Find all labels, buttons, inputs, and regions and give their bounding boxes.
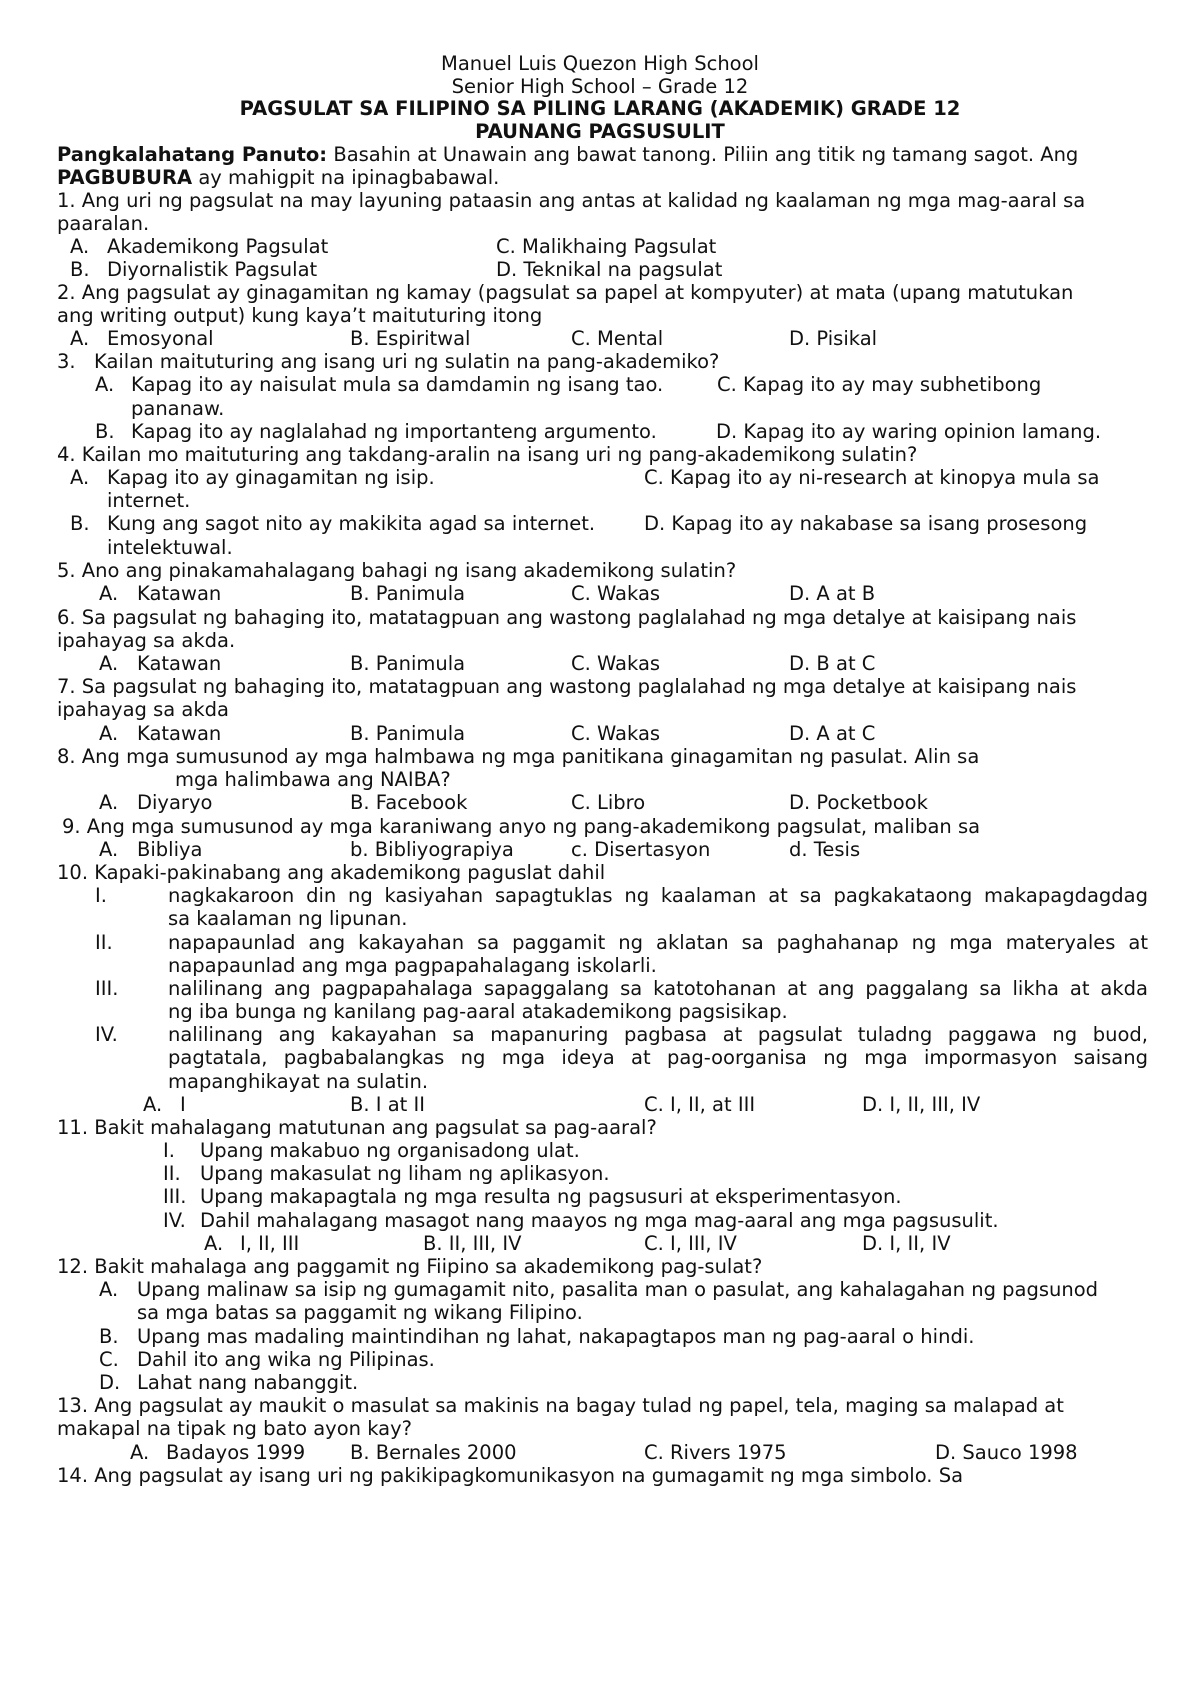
q11-option-a-letter: A. xyxy=(204,1232,224,1255)
q1-option-b: Diyornalistik Pagsulat xyxy=(107,258,318,281)
q1-option-d: D. Teknikal na pagsulat xyxy=(496,258,723,281)
q13-option-d: D. Sauco 1998 xyxy=(935,1441,1078,1464)
q9-option-a: Bibliya xyxy=(137,838,203,861)
q6-option-a-letter: A. xyxy=(99,652,119,675)
q4-option-d: D. Kapag ito ay nakabase sa isang prosesong xyxy=(644,512,1088,535)
q11-item-text: Upang makabuo ng organisadong ulat. xyxy=(200,1139,580,1162)
q12-option-a: Upang malinaw sa isip ng gumagamit nito, pasalita man o pasulat, ang kahalagahan ng pagsunod xyxy=(137,1278,1099,1301)
q4-option-c: C. Kapag ito ay ni-research at kinopya mula sa xyxy=(644,466,1100,489)
q3-option-a: Kapag ito ay naisulat mula sa damdamin ng isang tao. xyxy=(131,373,664,396)
q8-option-a: Diyaryo xyxy=(137,791,213,814)
q10-option-a-letter: A. xyxy=(143,1093,163,1116)
q4-option-b-letter: B. xyxy=(70,512,90,535)
q13-option-a: Badayos 1999 xyxy=(166,1441,306,1464)
q10-item-number: III. xyxy=(95,977,119,1000)
q2-text-2: ang writing output) kung kaya’t maituturing itong xyxy=(57,304,543,327)
q11-item-number: IV. xyxy=(163,1209,186,1232)
q11-option-b: B. II, III, IV xyxy=(423,1232,522,1255)
q1-option-a-letter: A. xyxy=(70,235,90,258)
q13-option-a-letter: A. xyxy=(130,1441,150,1464)
q10-item-number: IV. xyxy=(95,1023,118,1046)
q10-item-number: II. xyxy=(95,931,113,954)
q12-option-a-letter: A. xyxy=(99,1278,119,1301)
q8-text-2: mga halimbawa ang NAIBA? xyxy=(175,768,451,791)
q2-text: 2. Ang pagsulat ay ginagamitan ng kamay (pagsulat sa papel at kompyuter) at mata (upang matutukan xyxy=(57,281,1074,304)
q4-option-d-cont: intelektuwal. xyxy=(107,536,233,559)
q1-text-2: paaralan. xyxy=(57,212,150,235)
q5-option-c: C. Wakas xyxy=(571,582,661,605)
q6-option-b: B. Panimula xyxy=(350,652,466,675)
q9-text: 9. Ang mga sumusunod ay mga karaniwang anyo ng pang-akademikong pagsulat, maliban sa xyxy=(62,815,981,838)
instructions-text-2: ay mahigpit na ipinagbabawal. xyxy=(198,166,500,189)
q3-option-a-letter: A. xyxy=(95,373,115,396)
q7-option-c: C. Wakas xyxy=(571,722,661,745)
q10-option-a: I xyxy=(180,1093,186,1116)
q10-item-text-cont: mapanghikayat na sulatin. xyxy=(168,1070,429,1093)
q8-text: 8. Ang mga sumusunod ay mga halmbawa ng mga panitikana ginagamitan ng pasulat. Alin sa xyxy=(57,745,980,768)
grade-level: Senior High School – Grade 12 xyxy=(451,75,749,98)
q6-option-d: D. B at C xyxy=(789,652,876,675)
q8-option-a-letter: A. xyxy=(99,791,119,814)
q3-option-b-letter: B. xyxy=(95,420,115,443)
test-title: PAUNANG PAGSUSULIT xyxy=(475,120,725,143)
q6-option-c: C. Wakas xyxy=(571,652,661,675)
q6-text: 6. Sa pagsulat ng bahaging ito, matatagpuan ang wastong paglalahad ng mga detalye at kaisipang nais xyxy=(57,606,1077,629)
q10-item-text: nagkakaroon din ng kasiyahan sapagtuklas ng kaalaman at sa pagkakataong makapagdagdag xyxy=(168,884,1148,907)
q3-option-d: D. Kapag ito ay waring opinion lamang. xyxy=(716,420,1102,443)
q10-option-d: D. I, II, III, IV xyxy=(862,1093,981,1116)
q5-option-b: B. Panimula xyxy=(350,582,466,605)
q10-item-text: nalilinang ang kakayahan sa mapanuring pagbasa at pagsulat tuladng paggawa ng buod, xyxy=(168,1023,1148,1046)
q12-option-d: Lahat nang nabanggit. xyxy=(137,1371,359,1394)
q4-option-a: Kapag ito ay ginagamitan ng isip. xyxy=(107,466,435,489)
q13-text-2: makapal na tipak ng bato ayon kay? xyxy=(57,1417,412,1440)
q13-text: 13. Ang pagsulat ay maukit o masulat sa makinis na bagay tulad ng papel, tela, maging sa malapad at xyxy=(57,1394,1064,1417)
q1-option-a: Akademikong Pagsulat xyxy=(107,235,329,258)
q5-text: 5. Ano ang pinakamahalagang bahagi ng isang akademikong sulatin? xyxy=(57,559,737,582)
q10-item-number: I. xyxy=(95,884,107,907)
q1-text: 1. Ang uri ng pagsulat na may layuning pataasin ang antas at kalidad ng kaalaman ng mga mag-aaral sa xyxy=(57,189,1086,212)
q7-text: 7. Sa pagsulat ng bahaging ito, matatagpuan ang wastong paglalahad ng mga detalye at kaisipang nais xyxy=(57,675,1077,698)
q3-option-c: C. Kapag ito ay may subhetibong xyxy=(717,373,1042,396)
q12-option-b-letter: B. xyxy=(99,1325,119,1348)
q11-item-number: II. xyxy=(163,1162,181,1185)
q10-option-c: C. I, II, at III xyxy=(644,1093,756,1116)
q9-option-a-letter: A. xyxy=(99,838,119,861)
q11-item-number: III. xyxy=(163,1185,187,1208)
q2-option-d: D. Pisikal xyxy=(789,327,878,350)
q11-option-d: D. I, II, IV xyxy=(862,1232,951,1255)
q10-item-text-cont: napapaunlad ang mga pagpapahalagang iskolarli. xyxy=(168,954,657,977)
q4-option-b: Kung ang sagot nito ay makikita agad sa internet. xyxy=(107,512,596,535)
q11-item-text: Upang makapagtala ng mga resulta ng pagsusuri at eksperimentasyon. xyxy=(200,1185,902,1208)
q7-option-d: D. A at C xyxy=(789,722,876,745)
q10-item-text-cont: sa kaalaman ng lipunan. xyxy=(168,907,408,930)
instructions-bold-word: PAGBUBURA xyxy=(57,166,193,189)
q8-option-b: B. Facebook xyxy=(350,791,468,814)
q11-item-number: I. xyxy=(163,1139,175,1162)
q9-option-c: c. Disertasyon xyxy=(571,838,711,861)
q1-option-c: C. Malikhaing Pagsulat xyxy=(496,235,717,258)
q10-item-text-cont: pagtatala, pagbabalangkas ng mga ideya at pag-oorganisa ng mga impormasyon saisang xyxy=(168,1046,1148,1069)
q12-option-c: Dahil ito ang wika ng Pilipinas. xyxy=(137,1348,435,1371)
q3-option-c-cont: pananaw. xyxy=(131,397,225,420)
q10-option-b: B. I at II xyxy=(350,1093,426,1116)
q2-option-a: Emosyonal xyxy=(107,327,214,350)
q11-text: 11. Bakit mahalagang matutunan ang pagsulat sa pag-aaral? xyxy=(57,1116,657,1139)
q2-option-c: C. Mental xyxy=(571,327,664,350)
q3-text: Kailan maituturing ang isang uri ng sulatin na pang-akademiko? xyxy=(94,350,720,373)
q11-option-c: C. I, III, IV xyxy=(644,1232,737,1255)
q3-option-b: Kapag ito ay naglalahad ng importanteng argumento. xyxy=(131,420,657,443)
q2-option-a-letter: A. xyxy=(70,327,90,350)
q11-option-a: I, II, III xyxy=(240,1232,300,1255)
instructions-text: Basahin at Unawain ang bawat tanong. Piliin ang titik ng tamang sagot. Ang xyxy=(333,143,1079,166)
q8-option-d: D. Pocketbook xyxy=(789,791,928,814)
q4-option-c-cont: internet. xyxy=(107,489,191,512)
q9-option-d: d. Tesis xyxy=(789,838,861,861)
q13-option-c: C. Rivers 1975 xyxy=(644,1441,787,1464)
q1-option-b-letter: B. xyxy=(70,258,90,281)
q4-option-a-letter: A. xyxy=(70,466,90,489)
q12-text: 12. Bakit mahalaga ang paggamit ng Fiipino sa akademikong pag-sulat? xyxy=(57,1255,763,1278)
q10-text: 10. Kapaki-pakinabang ang akademikong paguslat dahil xyxy=(57,861,606,884)
q12-option-c-letter: C. xyxy=(99,1348,119,1371)
school-name: Manuel Luis Quezon High School xyxy=(441,52,759,75)
q5-option-a-letter: A. xyxy=(99,582,119,605)
q12-option-a-cont: sa mga batas sa paggamit ng wikang Filipino. xyxy=(137,1301,583,1324)
q14-text: 14. Ang pagsulat ay isang uri ng pakikipagkomunikasyon na gumagamit ng mga simbolo. Sa xyxy=(57,1464,964,1487)
q10-item-text-cont: ng iba bunga ng kanilang pag-aaral atakademikong pagsisikap. xyxy=(168,1000,788,1023)
q8-option-c: C. Libro xyxy=(571,791,646,814)
q4-text: 4. Kailan mo maituturing ang takdang-aralin na isang uri ng pang-akademikong sulatin? xyxy=(57,443,918,466)
q3-number: 3. xyxy=(57,350,76,373)
q11-item-text: Dahil mahalagang masagot nang maayos ng mga mag-aaral ang mga pagsusulit. xyxy=(200,1209,999,1232)
q11-item-text: Upang makasulat ng liham ng aplikasyon. xyxy=(200,1162,610,1185)
q10-item-text: nalilinang ang pagpapahalaga sapaggalang sa katotohanan at ang paggalang sa likha at akda xyxy=(168,977,1148,1000)
q7-option-b: B. Panimula xyxy=(350,722,466,745)
q10-item-text: napapaunlad ang kakayahan sa paggamit ng aklatan sa paghahanap ng mga materyales at xyxy=(168,931,1148,954)
q2-option-b: B. Espiritwal xyxy=(350,327,471,350)
q5-option-a: Katawan xyxy=(137,582,222,605)
instructions-label: Pangkalahatang Panuto: xyxy=(57,143,328,166)
q7-option-a: Katawan xyxy=(137,722,222,745)
q7-text-2: ipahayag sa akda xyxy=(57,698,229,721)
q9-option-b: b. Bibliyograpiya xyxy=(350,838,514,861)
q12-option-d-letter: D. xyxy=(99,1371,121,1394)
q6-option-a: Katawan xyxy=(137,652,222,675)
q5-option-d: D. A at B xyxy=(789,582,876,605)
q6-text-2: ipahayag sa akda. xyxy=(57,629,236,652)
q7-option-a-letter: A. xyxy=(99,722,119,745)
q13-option-b: B. Bernales 2000 xyxy=(350,1441,517,1464)
subject-title: PAGSULAT SA FILIPINO SA PILING LARANG (AKADEMIK) GRADE 12 xyxy=(239,97,961,120)
q12-option-b: Upang mas madaling maintindihan ng lahat, nakapagtapos man ng pag-aaral o hindi. xyxy=(137,1325,975,1348)
